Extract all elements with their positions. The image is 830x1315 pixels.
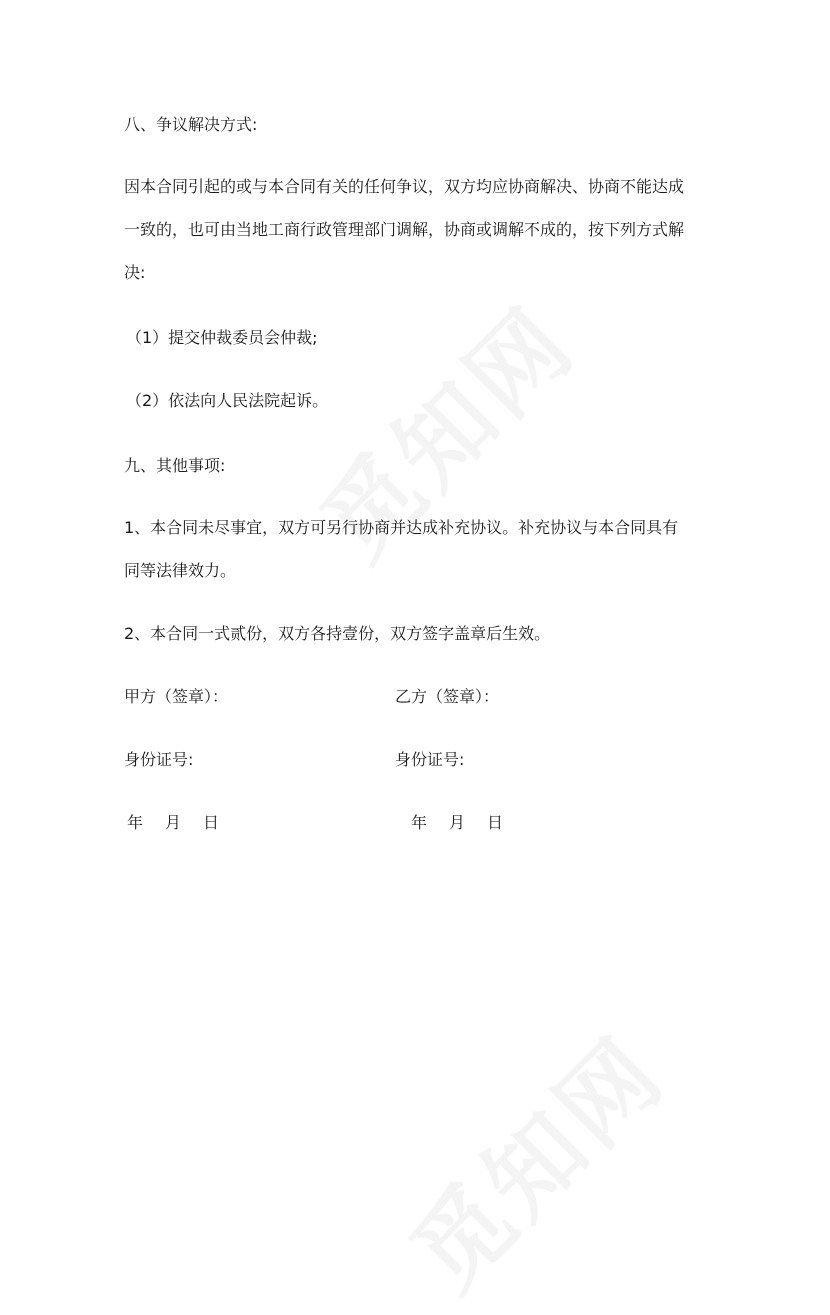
- section-9-item-1-line: 1、本合同未尽事宜，双方可另行协商并达成补充协议。补充协议与本合同具有: [124, 518, 679, 537]
- date-day: 日: [203, 813, 220, 832]
- section-9-item-1-line: 同等法律效力。: [124, 561, 237, 580]
- date-month: 月: [165, 813, 182, 832]
- date-day: 日: [487, 813, 504, 832]
- party-b-date: [411, 812, 503, 834]
- section-8-paragraph-line: 因本合同引起的或与本合同有关的任何争议，双方均应协商解决、协商不能达成: [124, 177, 685, 196]
- section-8-paragraph-line: 一致的，也可由当地工商行政管理部门调解，协商或调解不成的，按下列方式解: [124, 220, 685, 239]
- party-a-date: [127, 812, 219, 834]
- section-8-paragraph-line: 决:: [124, 263, 146, 282]
- party-a-signature-label: 甲方（签章）：: [124, 687, 229, 706]
- section-8-option-2: （2）依法向人民法院起诉。: [126, 391, 329, 410]
- section-9-heading: 九、其他事项:: [124, 456, 226, 475]
- date-year: 年: [411, 813, 428, 832]
- date-year: 年: [127, 813, 144, 832]
- party-a-id-label: 身份证号:: [124, 750, 194, 769]
- section-8-option-1: （1）提交仲裁委员会仲裁;: [126, 328, 318, 347]
- watermark: [376, 1002, 689, 1315]
- date-month: 月: [449, 813, 466, 832]
- section-8-heading: 八、争议解决方式:: [124, 115, 258, 134]
- party-b-signature-label: 乙方（签章）：: [395, 687, 500, 706]
- section-9-item-2: 2、本合同一式贰份，双方各持壹份，双方签字盖章后生效。: [124, 624, 551, 643]
- party-b-id-label: 身份证号:: [395, 750, 465, 769]
